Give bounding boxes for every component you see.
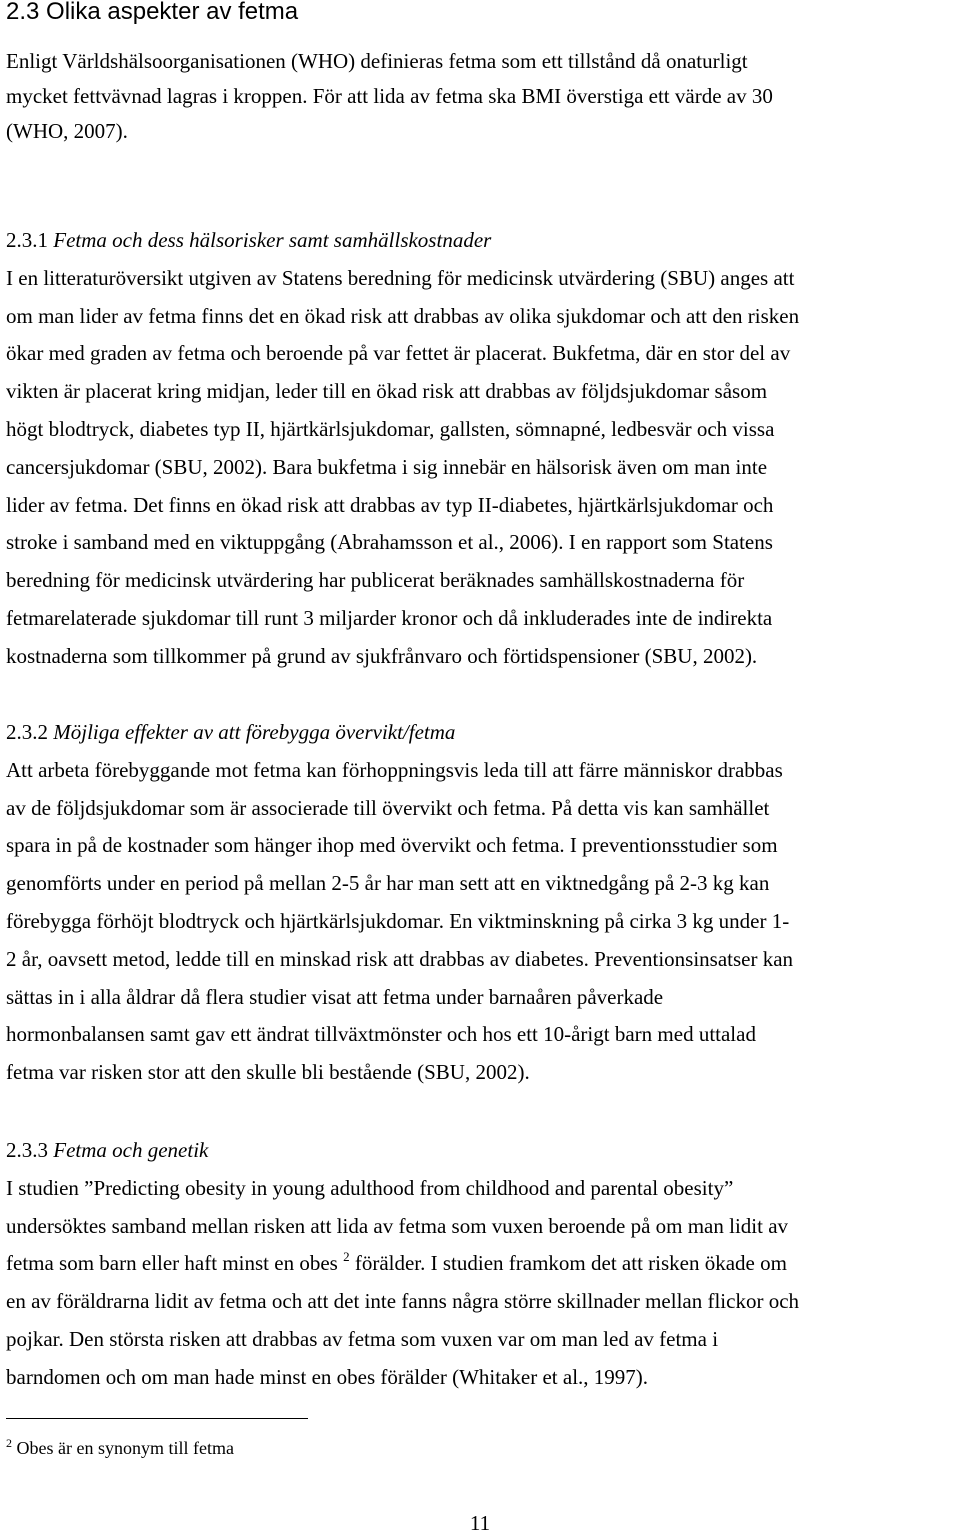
text-line: cancersjukdomar (SBU, 2002). Bara bukfetma i sig innebär en hälsorisk även om man inte [6, 454, 768, 479]
text-line: mycket fettvävnad lagras i kroppen. För att lida av fetma ska BMI överstiga ett värde av 30 [6, 84, 773, 108]
text-line: om man lider av fetma finns det en ökad risk att drabbas av olika sjukdomar och att den risken [6, 303, 800, 328]
text-segment: förälder. I studien framkom det att risken ökade om [349, 1251, 787, 1276]
text-segment: fetma som barn eller haft minst en obes [6, 1251, 338, 1276]
text-line: sättas in i alla åldrar då flera studier visat att fetma under barnaåren påverkade [6, 984, 664, 1009]
text-line: Att arbeta förebyggande mot fetma kan förhoppningsvis leda till att färre människor drabbas [6, 757, 783, 782]
text-line: genomförts under en period på mellan 2-5 år har man sett att en viktnedgång på 2-3 kg kan [6, 871, 770, 896]
text-line: beredning för medicinsk utvärdering har publicerat beräknades samhällskostnaderna för [6, 568, 745, 593]
text-line: Enligt Världshälsoorganisationen (WHO) definieras fetma som ett tillstånd då onaturligt [6, 49, 748, 73]
text-line: av de följdsjukdomar som är associerade till övervikt och fetma. På detta vis kan samhället [6, 795, 770, 820]
text-line: ökar med graden av fetma och beroende på var fettet är placerat. Bukfetma, där en stor del av [6, 341, 791, 366]
text-line: en av föräldrarna lidit av fetma och att det inte fanns några större skillnader mellan flickor och [6, 1289, 800, 1314]
text-line: I en litteraturöversikt utgiven av Statens beredning för medicinsk utvärdering (SBU) anges att [6, 265, 795, 290]
subsection-heading [6, 222, 956, 260]
subsection-heading [6, 714, 956, 752]
footnote-text: Obes är en synonym till fetma [12, 1438, 234, 1458]
text-line [6, 1245, 956, 1283]
text-line: förebygga förhöjt blodtryck och hjärtkärlsjukdomar. En viktminskning på cirka 3 kg under 1- [6, 908, 790, 933]
subsection-heading [6, 1132, 956, 1170]
text-line: kostnaderna som tillkommer på grund av sjukfrånvaro och förtidspensioner (SBU, 2002). [6, 643, 758, 668]
section-2-3-1 [6, 222, 956, 676]
subsection-number: 2.3.1 [6, 228, 48, 252]
text-line: lider av fetma. Det finns en ökad risk att drabbas av typ II-diabetes, hjärtkärlsjukdomar och [6, 492, 774, 517]
subsection-number: 2.3.2 [6, 720, 48, 744]
subsection-title: Fetma och dess hälsorisker samt samhällskostnader [48, 228, 492, 252]
subsection-title: Möjliga effekter av att förebygga övervikt/fetma [48, 720, 456, 744]
footnote-divider [6, 1418, 308, 1419]
text-line: 2 år, oavsett metod, ledde till en minskad risk att drabbas av diabetes. Preventionsinsatser kan [6, 946, 794, 971]
footnote [6, 1436, 234, 1460]
subsection-title: Fetma och genetik [48, 1138, 209, 1162]
text-line: barndomen och om man hade minst en obes förälder (Whitaker et al., 1997). [6, 1364, 649, 1389]
page-number: 11 [469, 1511, 491, 1535]
section-2-3-2 [6, 714, 956, 1092]
text-line: fetma var risken stor att den skulle bli bestående (SBU, 2002). [6, 1060, 530, 1085]
subsection-number: 2.3.3 [6, 1138, 48, 1162]
text-line: spara in på de kostnader som hänger ihop med övervikt och fetma. I preventionsstudier som [6, 833, 778, 858]
section-heading: 2.3 Olika aspekter av fetma [6, 0, 299, 25]
text-line: hormonbalansen samt gav ett ändrat tillväxtmönster och hos ett 10-årigt barn med uttalad [6, 1022, 756, 1047]
text-line: högt blodtryck, diabetes typ II, hjärtkärlsjukdomar, gallsten, sömnapné, ledbesvär och vissa [6, 416, 775, 441]
text-line: (WHO, 2007). [6, 119, 128, 143]
intro-paragraph [6, 44, 956, 149]
text-line: fetmarelaterade sjukdomar till runt 3 miljarder kronor och då inkluderades inte de indirekta [6, 605, 773, 630]
footnote-mark: 2 [6, 1436, 12, 1450]
text-line: undersöktes samband mellan risken att lida av fetma som vuxen beroende på om man lidit av [6, 1213, 789, 1238]
text-line: pojkar. Den största risken att drabbas av fetma som vuxen var om man led av fetma i [6, 1326, 719, 1351]
text-line: stroke i samband med en viktuppgång (Abrahamsson et al., 2006). I en rapport som Statens [6, 530, 773, 555]
footnote-reference: 2 [343, 1249, 350, 1265]
section-2-3-3 [6, 1132, 956, 1397]
text-line: vikten är placerat kring midjan, leder till en ökad risk att drabbas av följdsjukdomar såsom [6, 379, 768, 404]
text-line: I studien ”Predicting obesity in young adulthood from childhood and parental obesity” [6, 1175, 734, 1200]
